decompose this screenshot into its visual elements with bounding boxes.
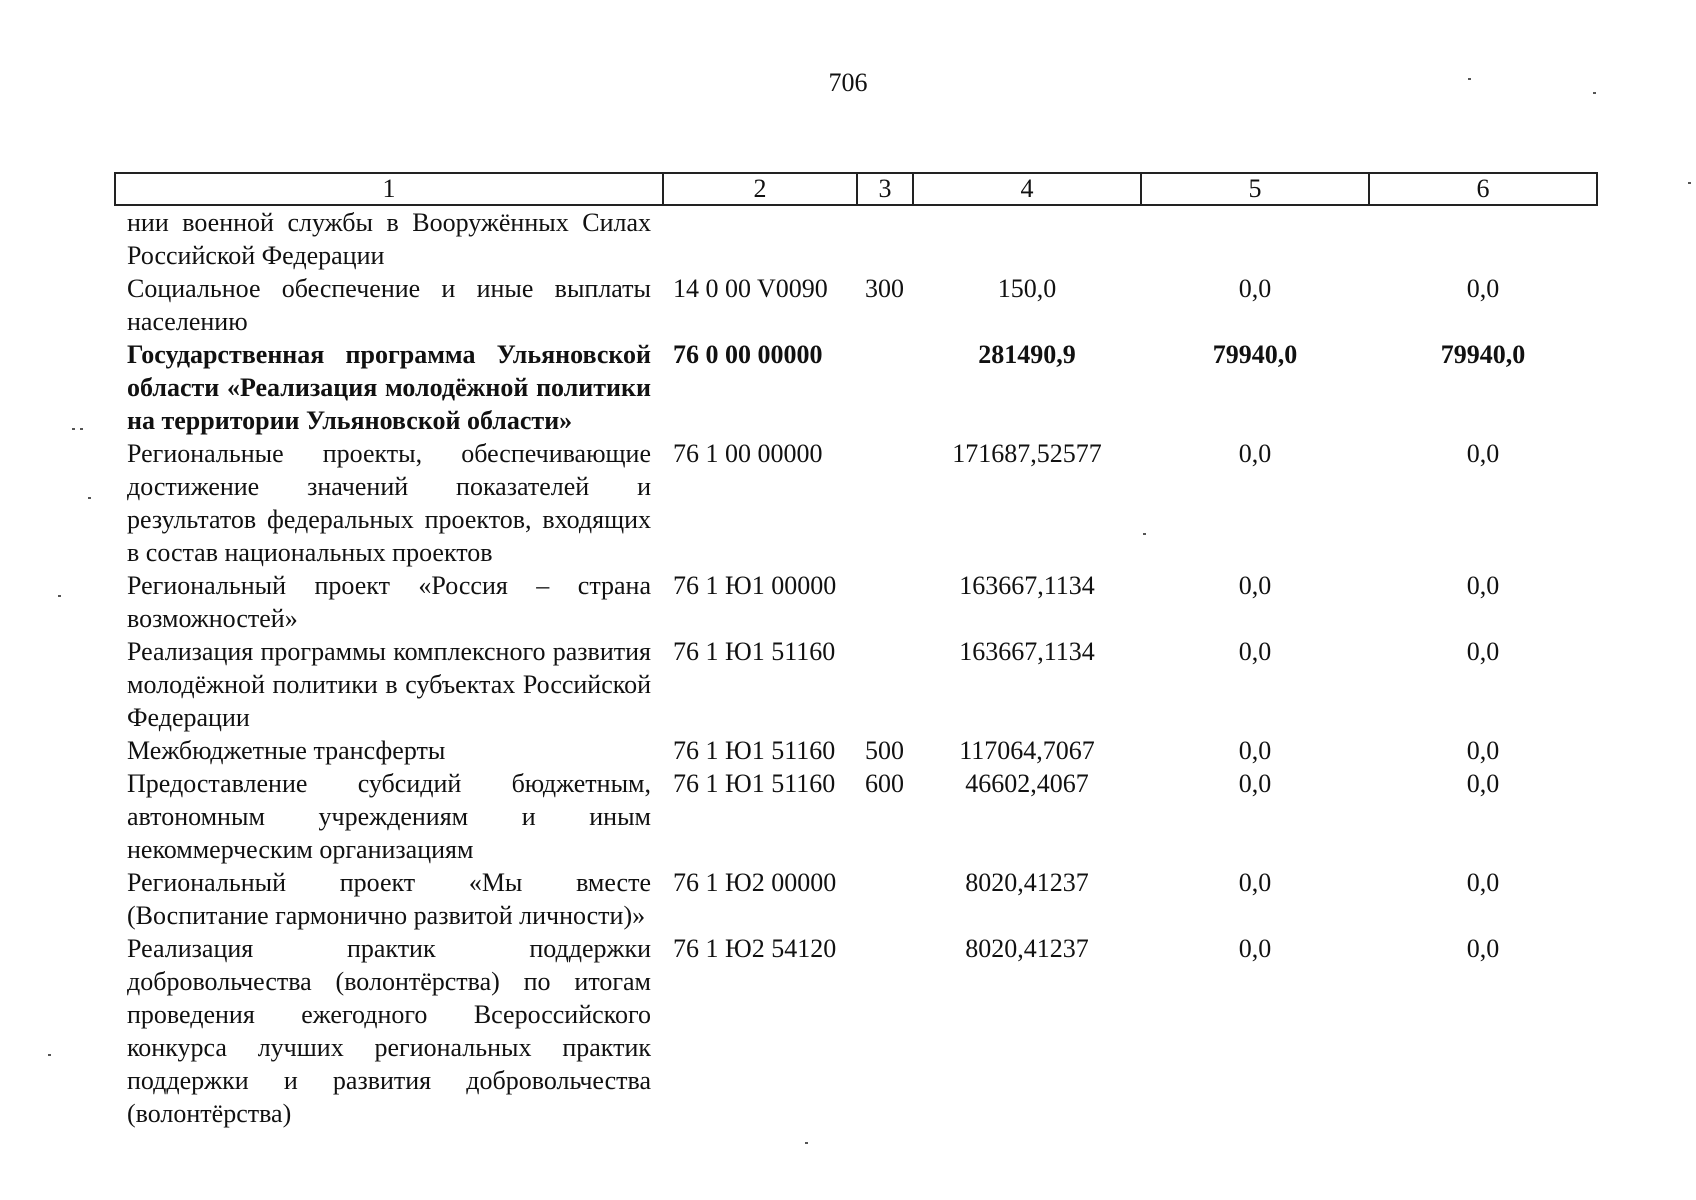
table-body xyxy=(115,205,1597,1130)
row-value-6-cell: 0,0 xyxy=(1466,736,1500,765)
row-type-cell xyxy=(857,569,913,635)
row-value-5-cell: 0,0 xyxy=(1238,274,1272,303)
row-code-cell: 76 1 Ю1 51160 xyxy=(673,769,836,798)
row-code-cell: 76 1 Ю2 54120 xyxy=(673,934,837,963)
row-name-cell: Реализация практик поддержки добровольчества (волонтёрства) по итогам проведения ежегодного Всероссийского конкурса лучших региональных практик поддержки и развития добровольчества (волонтёрства) xyxy=(127,934,651,1128)
row-value-6-cell: 0,0 xyxy=(1466,439,1500,468)
table-row xyxy=(115,205,1597,272)
scan-speck xyxy=(1468,78,1471,80)
scan-speck xyxy=(805,1142,808,1144)
row-value-5-cell: 0,0 xyxy=(1238,868,1272,897)
column-header-6: 6 xyxy=(1369,173,1597,205)
row-code-cell: 76 1 Ю1 51160 xyxy=(673,637,836,666)
row-value-4-cell: 281490,9 xyxy=(978,340,1076,369)
table-row xyxy=(115,437,1597,569)
row-code-cell: 76 1 Ю2 00000 xyxy=(673,868,837,897)
row-value-4-cell: 150,0 xyxy=(997,274,1057,303)
row-value-4-cell: 171687,52577 xyxy=(952,439,1102,468)
table-row xyxy=(115,338,1597,437)
row-value-4-cell: 117064,7067 xyxy=(959,736,1095,765)
row-type-cell xyxy=(857,437,913,569)
row-name-cell: нии военной службы в Вооружённых Силах Российской Федерации xyxy=(127,208,651,270)
row-value-5-cell: 79940,0 xyxy=(1212,340,1298,369)
row-value-4-cell: 163667,1134 xyxy=(959,571,1095,600)
row-value-5-cell xyxy=(1141,205,1369,272)
table-row xyxy=(115,635,1597,734)
scan-speck xyxy=(80,428,83,430)
column-header-3: 3 xyxy=(857,173,913,205)
row-value-5-cell: 0,0 xyxy=(1238,934,1272,963)
table-row xyxy=(115,569,1597,635)
scan-speck xyxy=(48,1054,51,1056)
row-value-5-cell: 0,0 xyxy=(1238,439,1272,468)
row-value-4-cell xyxy=(913,205,1141,272)
table-row xyxy=(115,734,1597,767)
scan-speck xyxy=(1593,92,1596,94)
row-value-4-cell: 163667,1134 xyxy=(959,637,1095,666)
row-name-cell: Предоставление субсидий бюджетным, автономным учреждениям и иным некоммерческим организациям xyxy=(127,769,651,864)
row-value-5-cell: 0,0 xyxy=(1238,637,1272,666)
row-name-cell: Государственная программа Ульяновской области «Реализация молодёжной политики на территории Ульяновской области» xyxy=(127,340,651,435)
row-name-cell: Межбюджетные трансферты xyxy=(127,736,446,765)
row-value-4-cell: 8020,41237 xyxy=(965,868,1089,897)
scan-speck xyxy=(1143,533,1146,535)
row-code-cell: 14 0 00 V0090 xyxy=(673,274,828,303)
row-code-cell: 76 1 00 00000 xyxy=(673,439,823,468)
row-name-cell: Региональный проект «Россия – страна возможностей» xyxy=(127,571,651,633)
row-value-5-cell: 0,0 xyxy=(1238,571,1272,600)
row-type-cell xyxy=(857,205,913,272)
column-header-4: 4 xyxy=(913,173,1141,205)
row-code-cell: 76 1 Ю1 00000 xyxy=(673,571,837,600)
table-row xyxy=(115,932,1597,1130)
page-number: 706 xyxy=(828,68,868,97)
row-value-6-cell: 0,0 xyxy=(1466,637,1500,666)
row-code-cell: 76 1 Ю1 51160 xyxy=(673,736,836,765)
row-value-4-cell: 46602,4067 xyxy=(965,769,1089,798)
row-code-cell xyxy=(663,205,857,272)
row-type-cell: 600 xyxy=(865,769,904,798)
scan-speck xyxy=(58,595,61,597)
row-value-6-cell: 79940,0 xyxy=(1440,340,1526,369)
scan-speck xyxy=(72,428,75,430)
row-value-4-cell: 8020,41237 xyxy=(965,934,1089,963)
table-row xyxy=(115,272,1597,338)
column-header-2: 2 xyxy=(663,173,857,205)
column-header-5: 5 xyxy=(1141,173,1369,205)
row-type-cell xyxy=(857,635,913,734)
row-value-6-cell: 0,0 xyxy=(1466,868,1500,897)
row-name-cell: Региональный проект «Мы вместе (Воспитание гармонично развитой личности)» xyxy=(127,868,651,930)
row-name-cell: Реализация программы комплексного развития молодёжной политики в субъектах Российской Федерации xyxy=(127,637,651,732)
row-value-6-cell xyxy=(1369,205,1597,272)
row-value-6-cell: 0,0 xyxy=(1466,571,1500,600)
column-header-1: 1 xyxy=(115,173,663,205)
table-row xyxy=(115,767,1597,866)
scan-speck xyxy=(88,497,91,499)
row-type-cell xyxy=(857,338,913,437)
row-value-6-cell: 0,0 xyxy=(1466,934,1500,963)
scan-speck xyxy=(1688,182,1691,184)
row-value-6-cell: 0,0 xyxy=(1466,274,1500,303)
row-value-6-cell: 0,0 xyxy=(1466,769,1500,798)
row-type-cell xyxy=(857,866,913,932)
row-name-cell: Региональные проекты, обеспечивающие достижение значений показателей и результатов федеральных проектов, входящих в состав национальных проектов xyxy=(127,439,651,567)
row-type-cell xyxy=(857,932,913,1130)
row-type-cell: 300 xyxy=(865,274,904,303)
row-type-cell: 500 xyxy=(865,736,904,765)
budget-table xyxy=(114,172,1598,1130)
table-header-row xyxy=(115,173,1597,205)
row-value-5-cell: 0,0 xyxy=(1238,736,1272,765)
row-code-cell: 76 0 00 00000 xyxy=(673,340,823,369)
row-name-cell: Социальное обеспечение и иные выплаты населению xyxy=(127,274,651,336)
table-row xyxy=(115,866,1597,932)
row-value-5-cell: 0,0 xyxy=(1238,769,1272,798)
